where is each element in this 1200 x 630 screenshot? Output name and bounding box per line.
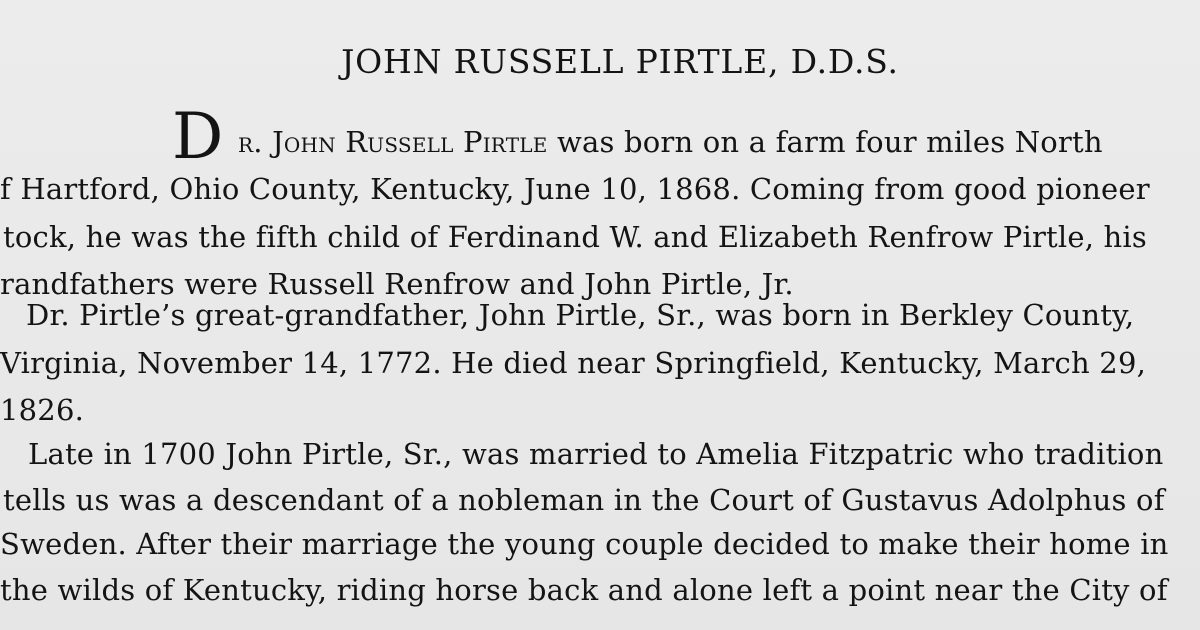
text-line-1-rest: was born on a farm four miles North bbox=[547, 125, 1103, 159]
text-line-6: Virginia, November 14, 1772. He died near Springfield, Kentucky, March 29, bbox=[0, 346, 1147, 380]
text-line-2: f Hartford, Ohio County, Kentucky, June 10, 1868. Coming from good pioneer bbox=[0, 172, 1150, 206]
text-line-8: Late in 1700 John Pirtle, Sr., was married to Amelia Fitzpatric who tradition bbox=[28, 437, 1164, 471]
text-line-9: tells us was a descendant of a nobleman in the Court of Gustavus Adolphus of bbox=[3, 483, 1165, 517]
page-title: JOHN RUSSELL PIRTLE, D.D.S. bbox=[341, 42, 899, 81]
text-line-7: 1826. bbox=[0, 393, 85, 427]
text-line-5: Dr. Pirtle’s great-grandfather, John Pirtle, Sr., was born in Berkley County, bbox=[26, 298, 1135, 332]
text-line-11: the wilds of Kentucky, riding horse back and alone left a point near the City of bbox=[0, 573, 1168, 607]
text-line-10: Sweden. After their marriage the young couple decided to make their home in bbox=[0, 527, 1169, 561]
subject-name-small-caps: r. John Russell Pirtle bbox=[238, 125, 548, 159]
text-line-4: randfathers were Russell Renfrow and John Pirtle, Jr. bbox=[0, 267, 794, 301]
text-line-1 bbox=[238, 125, 1103, 159]
text-line-3: tock, he was the fifth child of Ferdinand W. and Elizabeth Renfrow Pirtle, his bbox=[3, 220, 1147, 254]
drop-cap: D bbox=[172, 100, 224, 174]
